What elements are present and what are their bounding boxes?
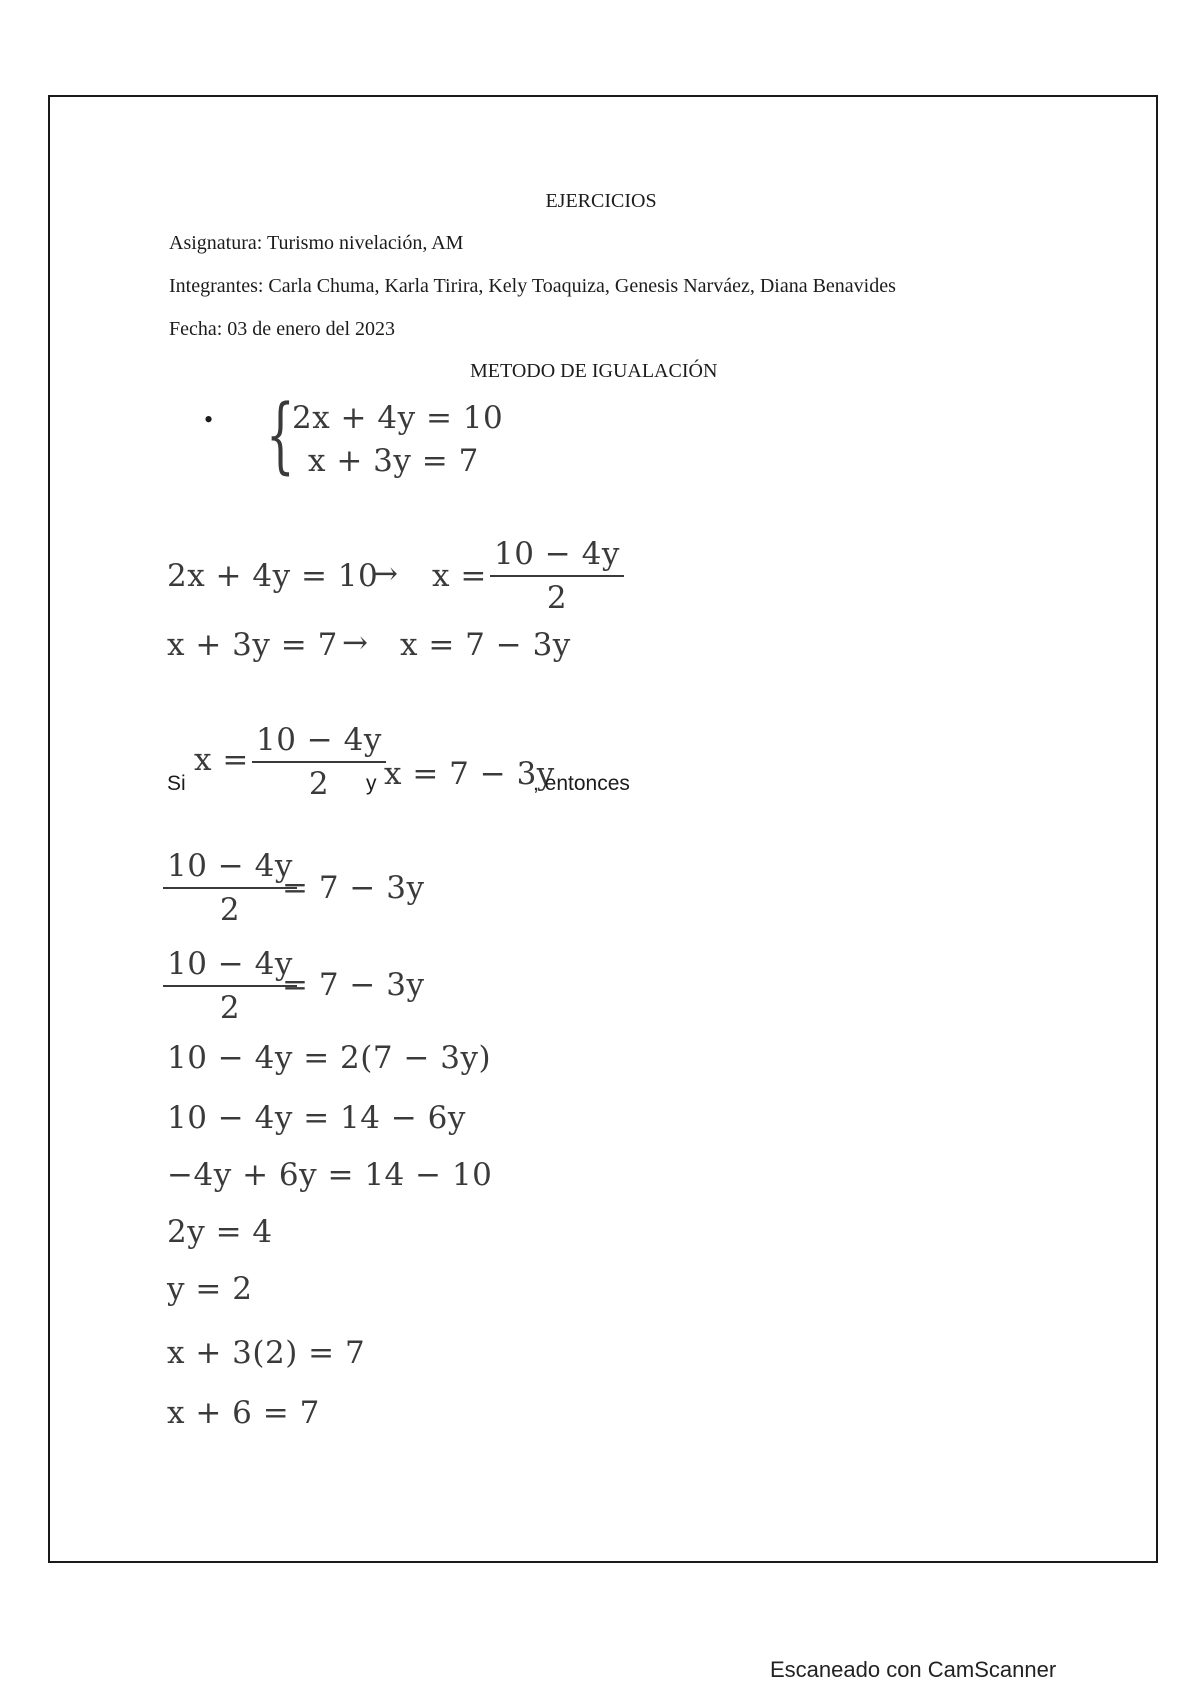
step-7: y = 2: [167, 1271, 253, 1307]
step-6: 2y = 4: [167, 1214, 273, 1250]
section-title: METODO DE IGUALACIÓN: [470, 360, 718, 382]
subject-line: Asignatura: Turismo nivelación, AM: [169, 232, 464, 254]
fraction-numerator: 10 − 4y: [256, 722, 382, 758]
fraction-numerator: 10 − 4y: [494, 536, 620, 572]
fraction-denominator: 2: [252, 761, 386, 802]
camscanner-watermark: Escaneado con CamScanner: [770, 1657, 1057, 1682]
step2-fraction: [163, 946, 297, 1026]
members-line: Integrantes: Carla Chuma, Karla Tirira, Kely Toaquiza, Genesis Narváez, Diana Benavides: [169, 275, 896, 297]
fraction-denominator: 2: [490, 575, 624, 616]
arrow-icon: →: [372, 556, 399, 592]
step-4: 10 − 4y = 14 − 6y: [167, 1100, 466, 1136]
isolation-row2-rhs: x = 7 − 3y: [400, 627, 571, 663]
step1-rhs: = 7 − 3y: [282, 870, 425, 906]
step-8: x + 3(2) = 7: [167, 1335, 366, 1371]
isolation-row1-lhs: 2x + 4y = 10: [167, 558, 379, 594]
step2-rhs: = 7 − 3y: [282, 967, 425, 1003]
fraction-numerator: 10 − 4y: [167, 848, 293, 884]
condition-entonces: , entonces: [533, 772, 630, 795]
document-title: EJERCICIOS: [545, 190, 657, 212]
fraction-numerator: 10 − 4y: [167, 946, 293, 982]
isolation-row2-lhs: x + 3y = 7: [167, 627, 338, 663]
system-eq1: 2x + 4y = 10: [292, 400, 504, 436]
step-3: 10 − 4y = 2(7 − 3y): [167, 1040, 492, 1076]
isolation-fraction: [490, 536, 624, 616]
bullet: •: [204, 405, 214, 434]
condition-second: x = 7 − 3y: [384, 756, 555, 792]
step1-fraction: [163, 848, 297, 928]
condition-y-word: y: [366, 772, 377, 795]
fraction-denominator: 2: [163, 887, 297, 928]
fraction-denominator: 2: [163, 985, 297, 1026]
date-line: Fecha: 03 de enero del 2023: [169, 318, 396, 340]
arrow-icon: →: [342, 625, 369, 661]
condition-si: Si: [167, 772, 186, 795]
step-9: x + 6 = 7: [167, 1395, 320, 1431]
isolation-row1-x: x =: [432, 558, 487, 594]
system-eq2: x + 3y = 7: [308, 443, 479, 479]
step-5: −4y + 6y = 14 − 10: [167, 1157, 493, 1193]
condition-x-eq: x =: [194, 742, 249, 778]
system-brace: {: [266, 388, 295, 483]
